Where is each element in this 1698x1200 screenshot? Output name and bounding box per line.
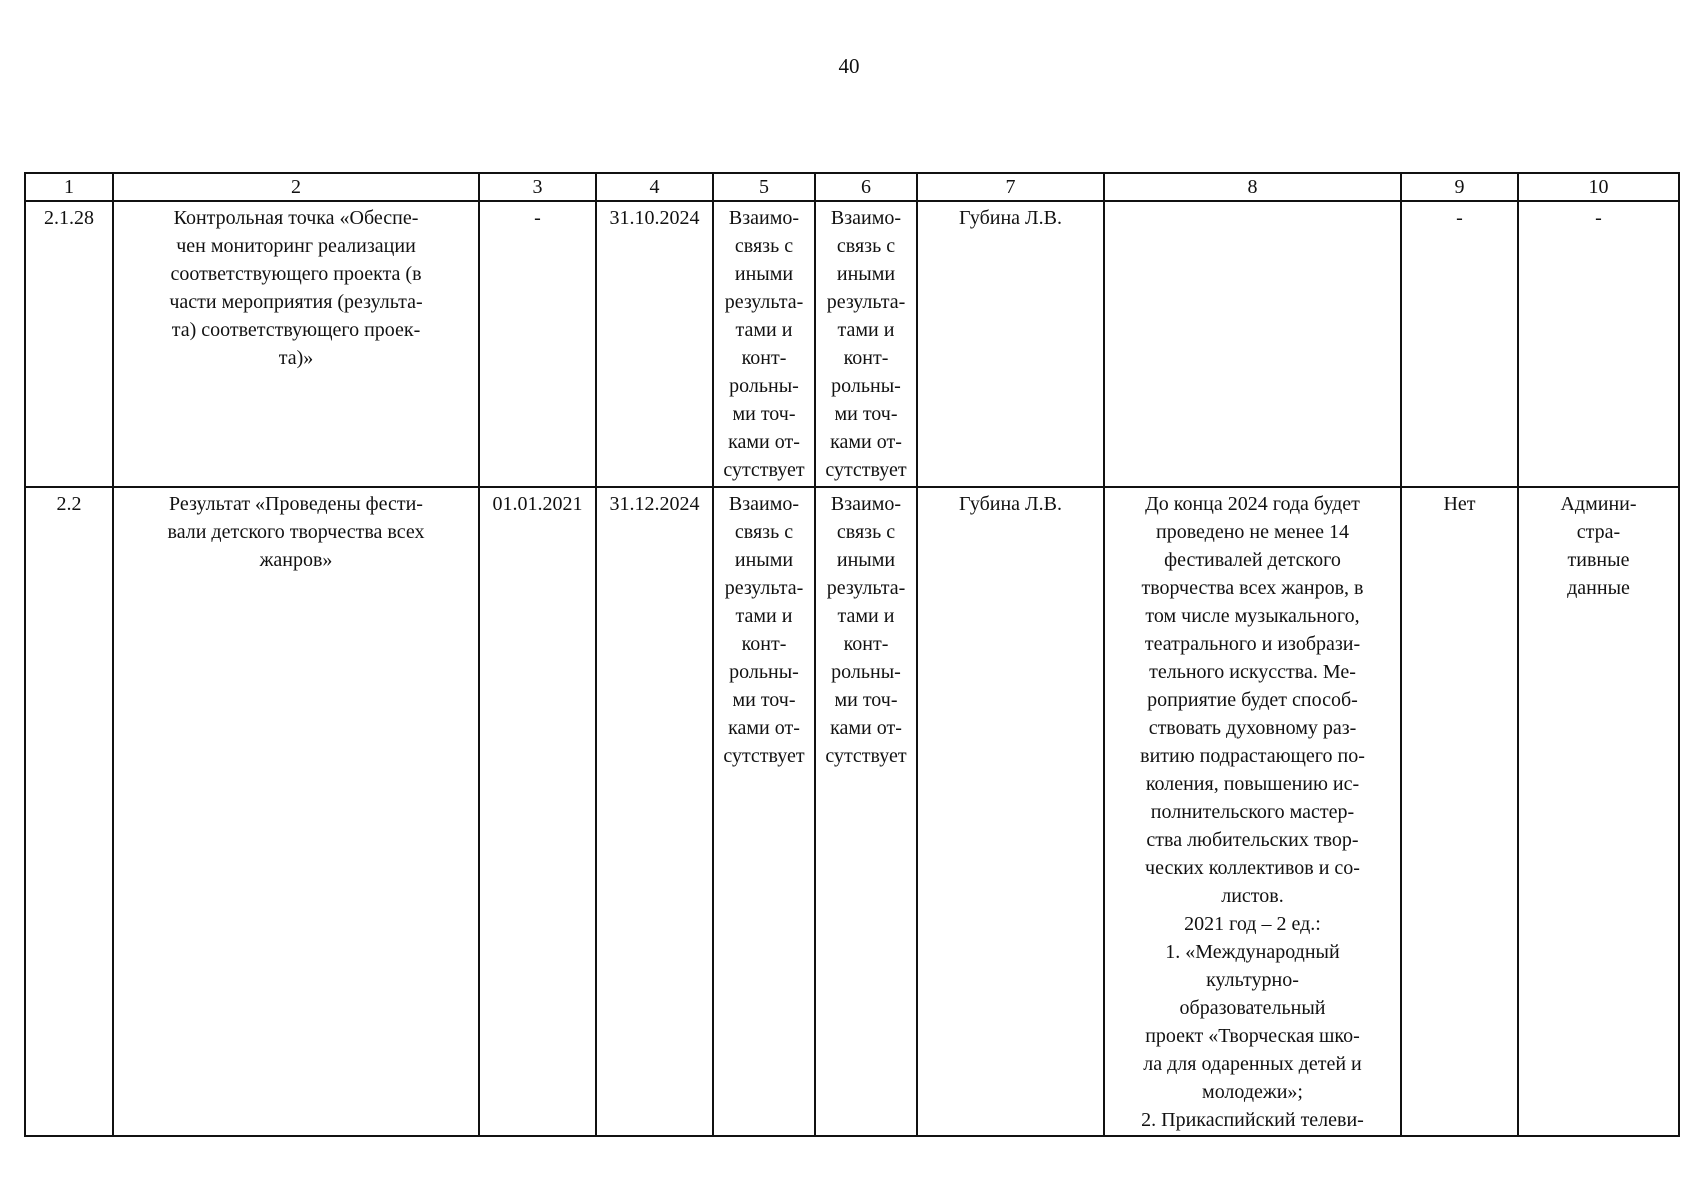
end-date-cell: 31.12.2024 <box>596 487 713 1136</box>
header-col-1: 1 <box>25 173 113 201</box>
successor-cell: Взаимо- связь с иными результа- тами и конт- рольны- ми точ- ками от- сутствует <box>815 487 917 1136</box>
name-cell: Результат «Проведены фести- вали детского творчества всех жанров» <box>113 487 479 1136</box>
row-number-cell: 2.2 <box>25 487 113 1136</box>
header-col-8: 8 <box>1104 173 1401 201</box>
table-row <box>25 487 1679 1136</box>
table-row <box>25 201 1679 487</box>
table-header-row <box>25 173 1679 201</box>
predecessor-cell: Взаимо- связь с иными результа- тами и конт- рольны- ми точ- ками от- сутствует <box>713 487 815 1136</box>
header-col-7: 7 <box>917 173 1104 201</box>
column-10-cell: - <box>1518 201 1679 487</box>
responsible-cell: Губина Л.В. <box>917 487 1104 1136</box>
column-10-cell: Админи- стра- тивные данные <box>1518 487 1679 1136</box>
document-table <box>24 172 1680 1137</box>
end-date-cell: 31.10.2024 <box>596 201 713 487</box>
start-date-cell: 01.01.2021 <box>479 487 596 1136</box>
header-col-5: 5 <box>713 173 815 201</box>
column-9-cell: - <box>1401 201 1518 487</box>
header-col-2: 2 <box>113 173 479 201</box>
description-cell: До конца 2024 года будет проведено не менее 14 фестивалей детского творчества всех жанров, в том числе музыкального, театрального и изобрази- тельного искусства. Ме- роприятие будет способ- ствовать духовному раз- витию подрастающего по- коления, повышению ис- полнительского мастер- ства любительских твор- ческих коллективов и со- листов. 2021 год – 2 ед.: 1. «Международный культурно- образовательный проект «Творческая шко- ла для одаренных детей и молодежи»; 2. Прикаспийский телеви- <box>1104 487 1401 1136</box>
header-col-9: 9 <box>1401 173 1518 201</box>
header-col-6: 6 <box>815 173 917 201</box>
header-col-3: 3 <box>479 173 596 201</box>
responsible-cell: Губина Л.В. <box>917 201 1104 487</box>
name-cell: Контрольная точка «Обеспе- чен мониторинг реализации соответствующего проекта (в части мероприятия (результа- та) соответствующего проек- та)» <box>113 201 479 487</box>
row-number-cell: 2.1.28 <box>25 201 113 487</box>
header-col-10: 10 <box>1518 173 1679 201</box>
predecessor-cell: Взаимо- связь с иными результа- тами и конт- рольны- ми точ- ками от- сутствует <box>713 201 815 487</box>
header-col-4: 4 <box>596 173 713 201</box>
column-9-cell: Нет <box>1401 487 1518 1136</box>
page-number: 40 <box>838 54 860 78</box>
start-date-cell: - <box>479 201 596 487</box>
successor-cell: Взаимо- связь с иными результа- тами и конт- рольны- ми точ- ками от- сутствует <box>815 201 917 487</box>
description-cell <box>1104 201 1401 487</box>
